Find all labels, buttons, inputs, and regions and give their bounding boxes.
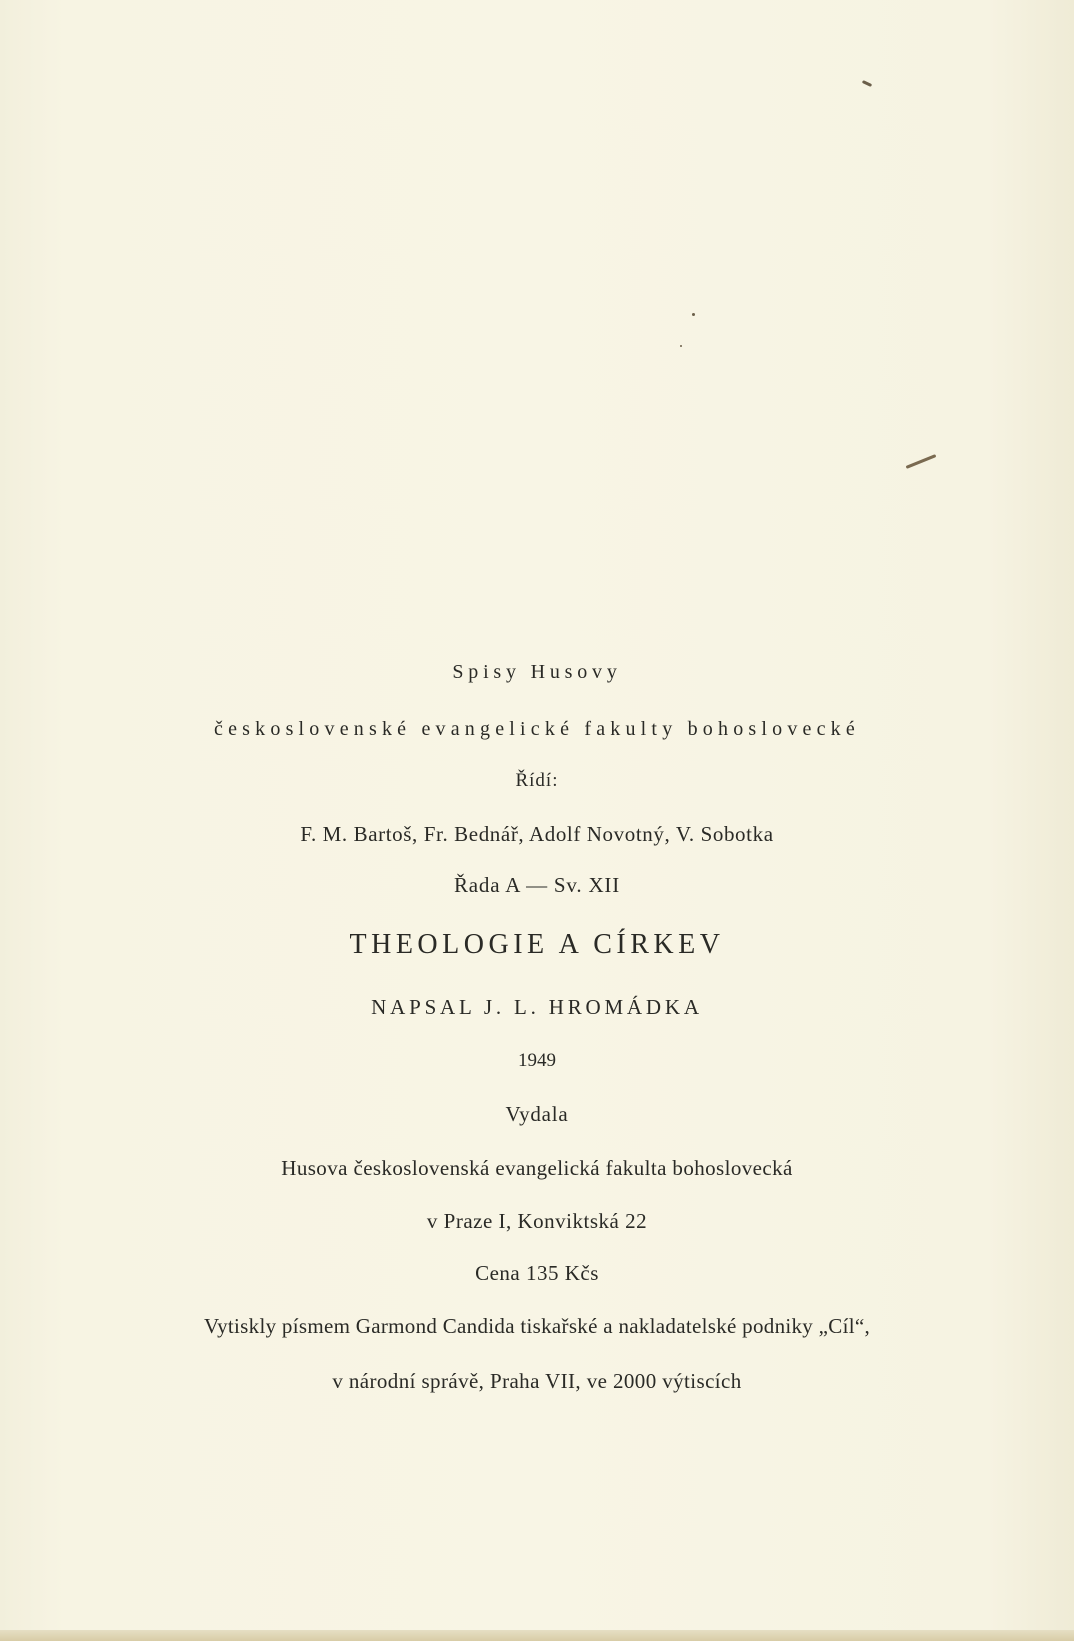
paper-speck — [692, 313, 695, 316]
price: Cena 135 Kčs — [475, 1261, 599, 1285]
published-by-label: Vydala — [505, 1102, 569, 1126]
series-title: Spisy Husovy — [452, 661, 622, 683]
paper-speck — [862, 80, 872, 87]
printer-line: Vytiskly písmem Garmond Candida tiskařské a nakladatelské podniky „Cíl“, — [203, 1314, 871, 1338]
author-line: NAPSAL J. L. HROMÁDKA — [371, 995, 703, 1019]
print-run-line: v národní správě, Praha VII, ve 2000 výtiscích — [332, 1369, 742, 1393]
publication-year: 1949 — [518, 1050, 556, 1071]
paper-speck — [906, 454, 937, 469]
series-number: Řada A — Sv. XII — [453, 873, 620, 897]
publisher-name: Husova československá evangelická fakulta bohoslovecká — [281, 1156, 793, 1180]
book-title: THEOLOGIE A CÍRKEV — [349, 929, 725, 960]
page-bottom-edge — [0, 1630, 1074, 1641]
paper-speck — [680, 345, 682, 347]
editors-label: Řídí: — [515, 770, 559, 791]
publisher-address: v Praze I, Konviktská 22 — [426, 1209, 648, 1233]
editors-list: F. M. Bartoš, Fr. Bednář, Adolf Novotný, V. Sobotka — [300, 822, 774, 846]
faculty-line: československé evangelické fakulty bohoslovecké — [214, 718, 860, 740]
